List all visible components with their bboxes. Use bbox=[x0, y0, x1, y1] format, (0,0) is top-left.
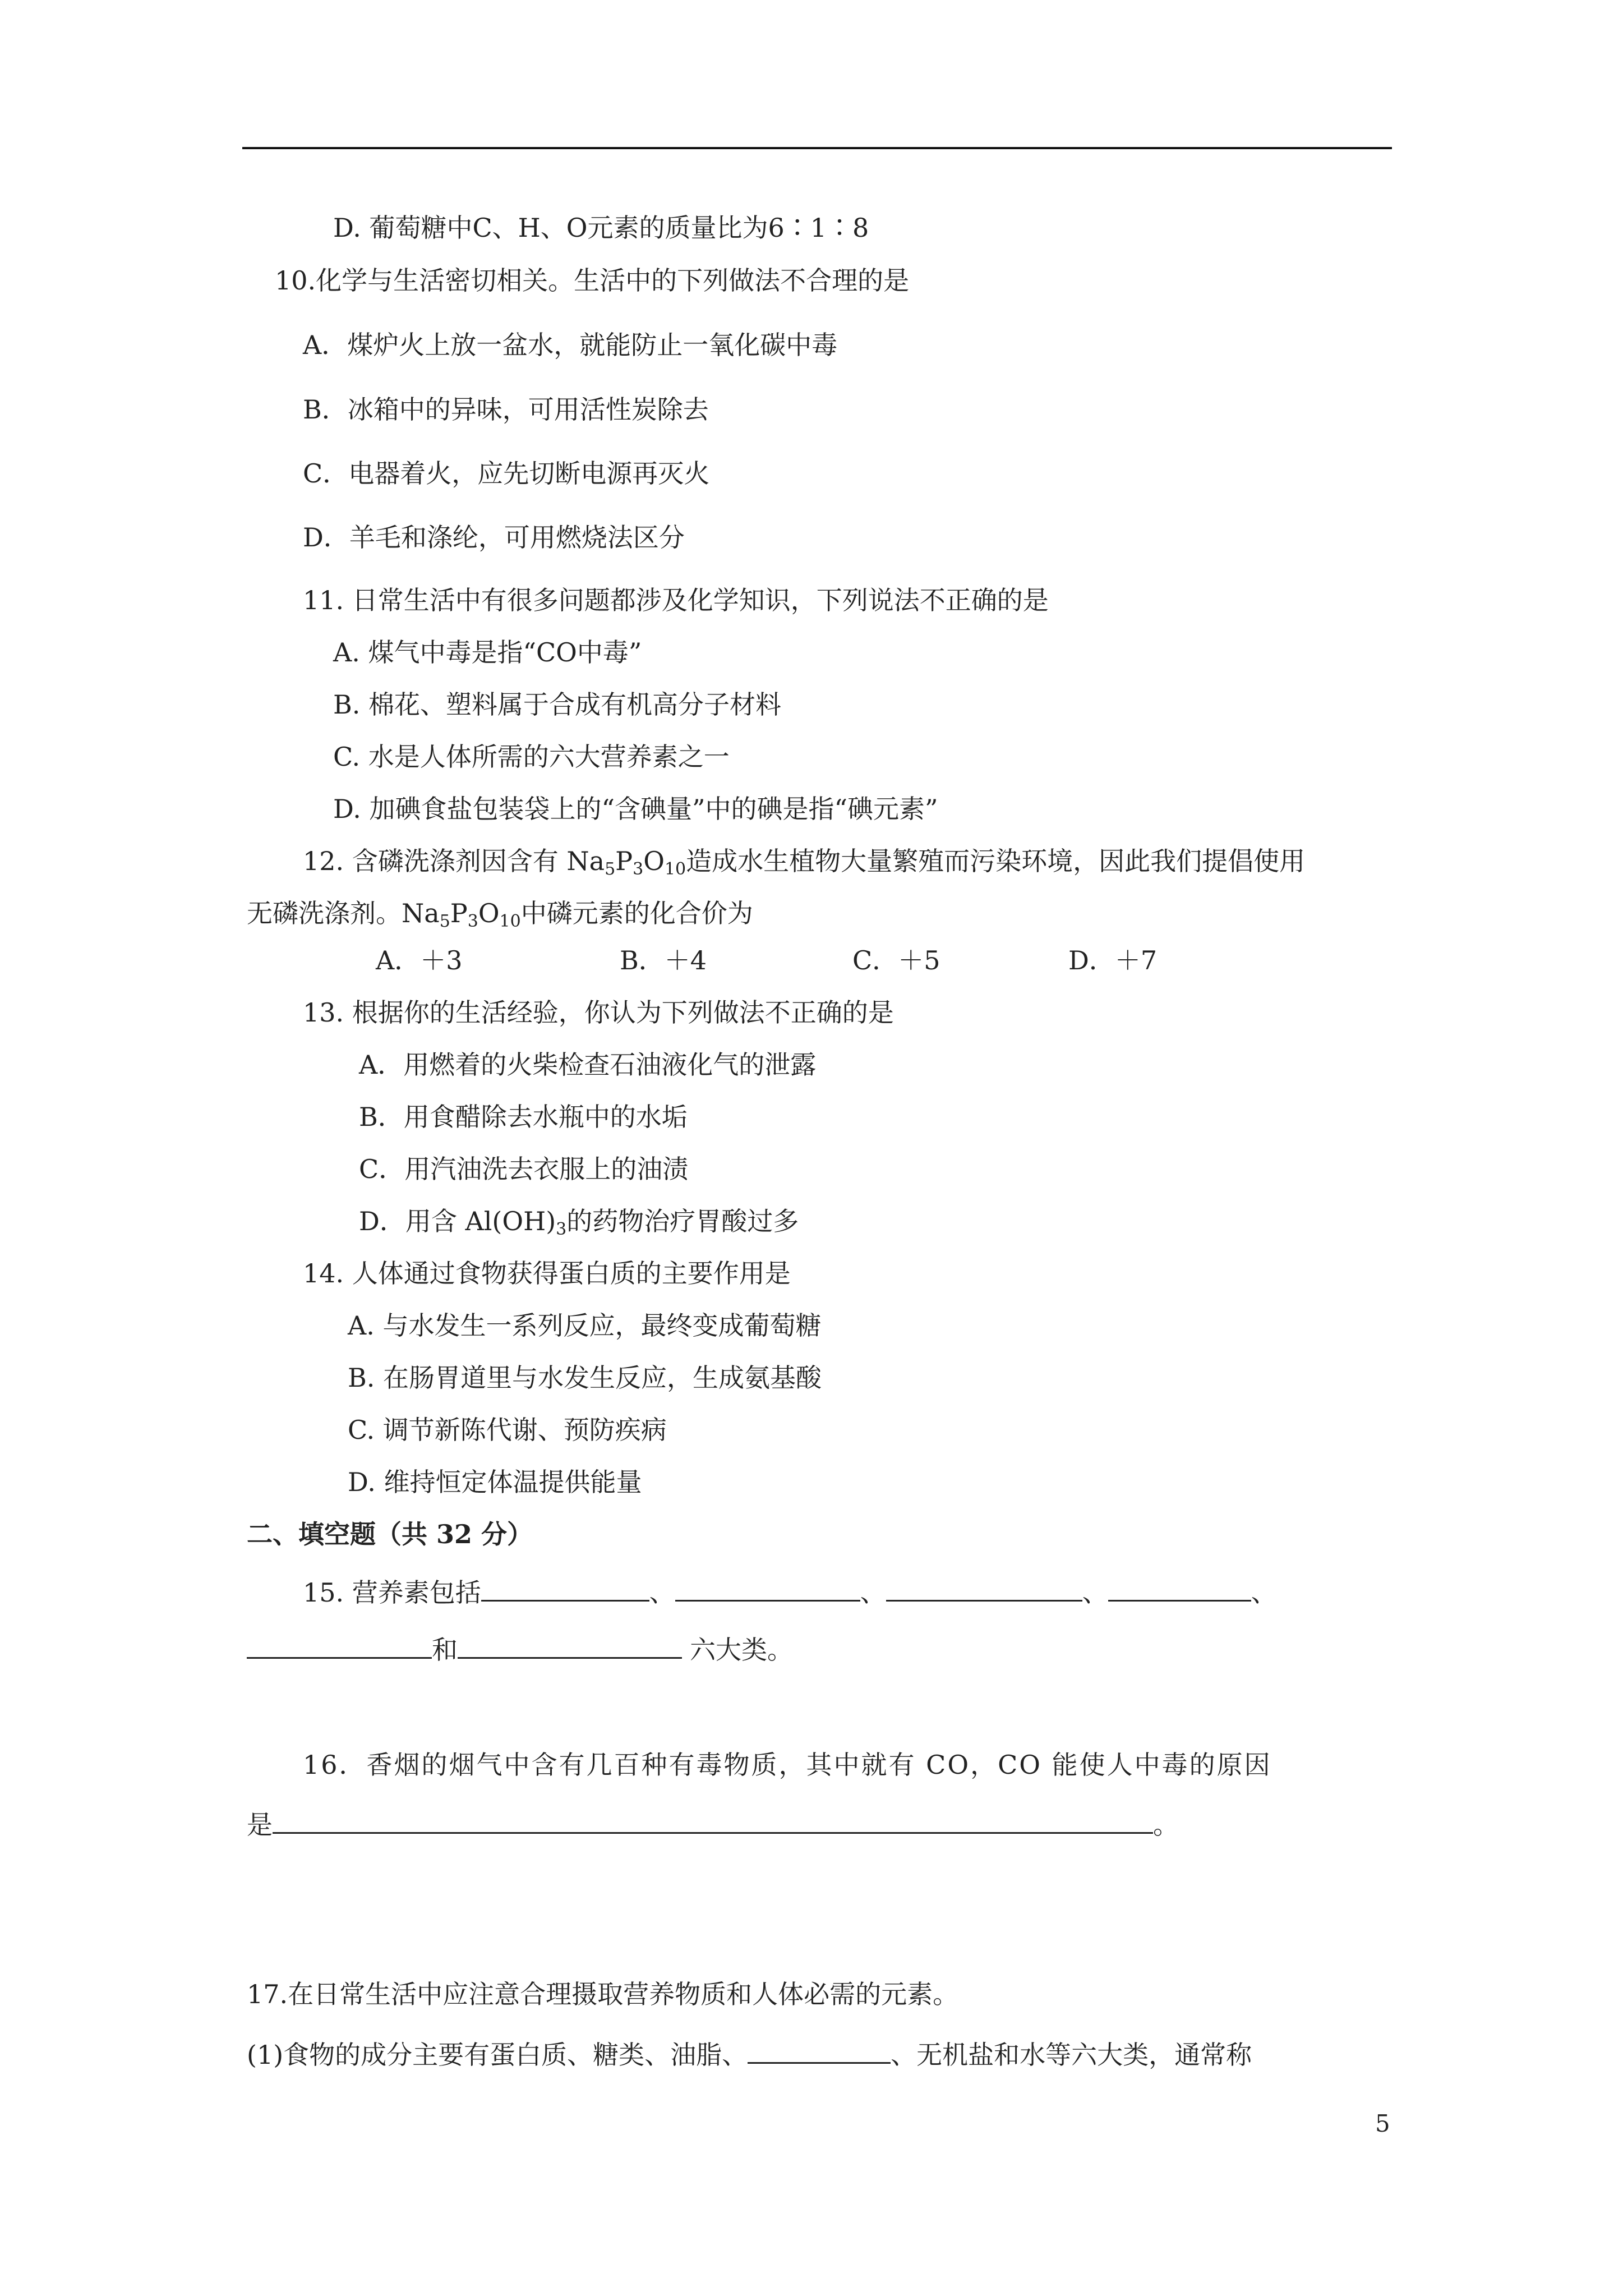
q11-option-c: C. 水是人体所需的六大营养素之一 bbox=[333, 742, 730, 772]
q12-stem bbox=[303, 844, 1305, 878]
q12-stem-text: 12. 含磷洗涤剂因含有 Na bbox=[303, 846, 605, 876]
q12-formula-part: P bbox=[450, 898, 468, 928]
q12-subscript: 5 bbox=[605, 859, 616, 879]
q11-stem: 11. 日常生活中有很多问题都涉及化学知识，下列说法不正确的是 bbox=[303, 585, 1049, 615]
q10-option-c: C．电器着火，应先切断电源再灭火 bbox=[303, 458, 710, 489]
q12-subscript: 5 bbox=[439, 912, 450, 931]
answer-blank[interactable] bbox=[247, 1632, 432, 1659]
answer-blank[interactable] bbox=[481, 1575, 649, 1602]
q11-option-d: D. 加碘食盐包装袋上的“含碘量”中的碘是指“碘元素” bbox=[333, 794, 938, 824]
header-rule bbox=[242, 147, 1392, 149]
answer-blank[interactable] bbox=[273, 1807, 1153, 1834]
q12-subscript: 3 bbox=[467, 912, 478, 931]
q14-option-d: D. 维持恒定体温提供能量 bbox=[348, 1467, 642, 1497]
page-number: 5 bbox=[1375, 2110, 1390, 2137]
q11-option-b: B. 棉花、塑料属于合成有机高分子材料 bbox=[333, 689, 782, 720]
answer-blank[interactable] bbox=[748, 2037, 891, 2064]
q16-stem: 16．香烟的烟气中含有几百种有毒物质，其中就有 CO，CO 能使人中毒的原因 bbox=[303, 1750, 1272, 1780]
q12-option-b: B．＋4 bbox=[620, 945, 707, 976]
q15-separator: 、 bbox=[1251, 1577, 1277, 1608]
q13-subscript: 3 bbox=[556, 1220, 567, 1239]
q11-option-a: A. 煤气中毒是指“CO中毒” bbox=[333, 637, 642, 668]
q13-option-d-text: 的药物治疗胃酸过多 bbox=[566, 1206, 799, 1236]
q15-separator: 、 bbox=[1082, 1577, 1108, 1608]
q12-formula-part: O bbox=[478, 898, 500, 928]
q12-formula-part: P bbox=[615, 846, 633, 876]
answer-blank[interactable] bbox=[1108, 1575, 1251, 1602]
q14-option-b: B. 在肠胃道里与水发生反应，生成氨基酸 bbox=[348, 1363, 822, 1393]
q13-option-d bbox=[359, 1204, 799, 1238]
q12-option-d: D．＋7 bbox=[1068, 945, 1158, 976]
q14-option-a: A. 与水发生一系列反应，最终变成葡萄糖 bbox=[348, 1310, 822, 1341]
q12-formula-part: O bbox=[643, 846, 665, 876]
q12-subscript: 10 bbox=[664, 859, 686, 879]
q10-option-b: B．冰箱中的异味，可用活性炭除去 bbox=[303, 394, 709, 425]
q13-option-d-text: D．用含 Al(OH) bbox=[359, 1206, 556, 1236]
q12-stem-line2 bbox=[247, 896, 753, 930]
q12-stem-text: 造成水生植物大量繁殖而污染环境，因此我们提倡使用 bbox=[686, 846, 1306, 876]
q13-option-b: B．用食醋除去水瓶中的水垢 bbox=[359, 1102, 688, 1132]
q17-part1-text: (1)食物的成分主要有蛋白质、糖类、油脂、 bbox=[247, 2040, 748, 2070]
answer-blank[interactable] bbox=[675, 1575, 860, 1602]
q12-line2-text: 无磷洗涤剂。Na bbox=[247, 898, 440, 928]
q16-line2-text: 是 bbox=[247, 1810, 273, 1840]
q12-line2-text: 中磷元素的化合价为 bbox=[520, 898, 753, 928]
q15-separator: 、 bbox=[860, 1577, 886, 1608]
q10-option-d: D．羊毛和涤纶，可用燃烧法区分 bbox=[303, 522, 685, 553]
q15-stem: 15. 营养素包括 bbox=[303, 1577, 481, 1608]
q13-option-a: A．用燃着的火柴检查石油液化气的泄露 bbox=[359, 1050, 817, 1080]
q10-stem: 10.化学与生活密切相关。生活中的下列做法不合理的是 bbox=[275, 265, 910, 296]
q13-stem: 13. 根据你的生活经验，你认为下列做法不正确的是 bbox=[303, 997, 894, 1028]
answer-blank[interactable] bbox=[886, 1575, 1082, 1602]
q14-stem: 14. 人体通过食物获得蛋白质的主要作用是 bbox=[303, 1258, 791, 1289]
q15-tail: 六大类。 bbox=[690, 1635, 793, 1665]
section-heading: 二、填空题（共 32 分） bbox=[247, 1519, 533, 1549]
q17-part1 bbox=[247, 2037, 1252, 2071]
q15-line1 bbox=[303, 1575, 1277, 1609]
answer-blank[interactable] bbox=[458, 1632, 682, 1659]
q17-part1-text: 、无机盐和水等六大类，通常称 bbox=[891, 2040, 1252, 2070]
q15-separator: 、 bbox=[649, 1577, 675, 1608]
q10-option-a: A．煤炉火上放一盆水，就能防止一氧化碳中毒 bbox=[303, 330, 838, 360]
q17-stem: 17.在日常生活中应注意合理摄取营养物质和人体必需的元素。 bbox=[247, 1979, 959, 2009]
q16-line2 bbox=[247, 1807, 1179, 1841]
q12-option-c: C．＋5 bbox=[852, 945, 940, 976]
q12-subscript: 10 bbox=[499, 912, 521, 931]
q14-option-c: C. 调节新陈代谢、预防疾病 bbox=[348, 1415, 667, 1445]
q15-line2 bbox=[247, 1632, 793, 1666]
q12-subscript: 3 bbox=[633, 859, 644, 879]
q12-option-a: A．＋3 bbox=[376, 945, 463, 976]
q13-option-c: C．用汽油洗去衣服上的油渍 bbox=[359, 1154, 689, 1184]
q9-option-d: D. 葡萄糖中C、H、O元素的质量比为6∶1∶8 bbox=[333, 213, 869, 243]
q15-and: 和 bbox=[432, 1635, 458, 1665]
q16-line2-text: 。 bbox=[1153, 1810, 1179, 1840]
